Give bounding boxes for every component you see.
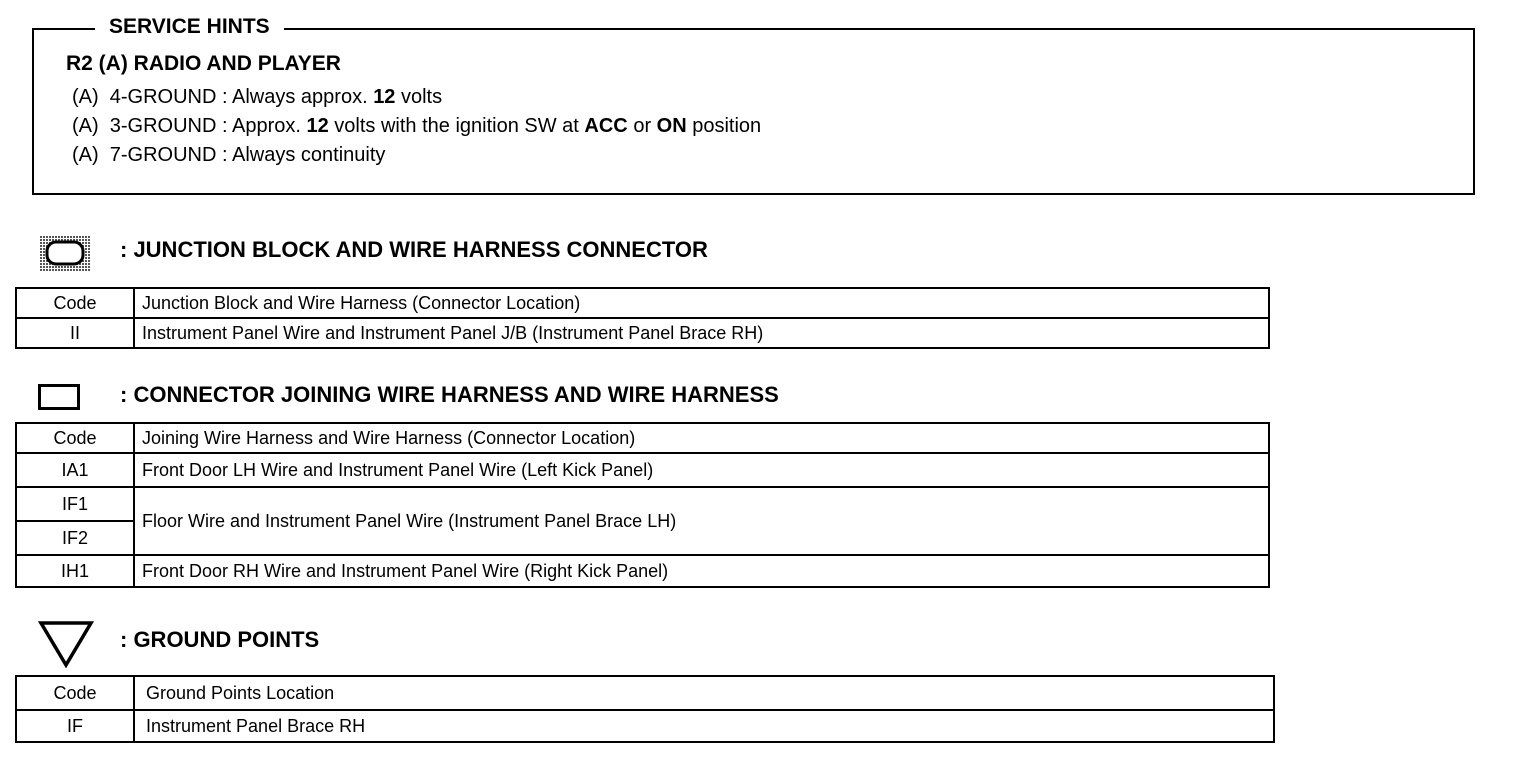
ground-section-heading: : GROUND POINTS — [120, 627, 320, 652]
location-header: Ground Points Location — [134, 676, 1274, 710]
location-cell: Floor Wire and Instrument Panel Wire (Instrument Panel Brace LH) — [134, 487, 1269, 555]
table-header-row — [16, 288, 1269, 318]
hint-line-3: (A) 7-GROUND : Always continuity — [72, 144, 386, 166]
code-cell: IH1 — [16, 555, 134, 587]
table-header-row — [16, 676, 1274, 710]
connector-section-heading: : CONNECTOR JOINING WIRE HARNESS AND WIRE HARNESS — [120, 382, 779, 407]
location-header: Joining Wire Harness and Wire Harness (Connector Location) — [134, 423, 1269, 453]
service-hints-title: SERVICE HINTS — [95, 14, 284, 40]
table-header-row — [16, 423, 1269, 453]
ground-triangle-icon — [38, 620, 94, 668]
ground-table — [15, 675, 1275, 743]
junction-block-symbol-icon — [40, 236, 90, 272]
code-header: Code — [16, 423, 134, 453]
service-hints-component: R2 (A) RADIO AND PLAYER — [66, 52, 341, 75]
code-cell: IF — [16, 710, 134, 742]
code-cell: IF1 — [16, 487, 134, 521]
connector-symbol-icon — [38, 384, 80, 410]
table-row — [16, 318, 1269, 348]
table-row — [16, 453, 1269, 487]
hint-line-1: (A) 4-GROUND : Always approx. 12 volts — [72, 86, 443, 108]
location-cell: Front Door RH Wire and Instrument Panel Wire (Right Kick Panel) — [134, 555, 1269, 587]
location-cell: Front Door LH Wire and Instrument Panel Wire (Left Kick Panel) — [134, 453, 1269, 487]
location-cell: Instrument Panel Brace RH — [134, 710, 1274, 742]
code-header: Code — [16, 676, 134, 710]
table-row — [16, 487, 1269, 521]
hint-line-2: (A) 3-GROUND : Approx. 12 volts with the ignition SW at ACC or ON position — [72, 115, 762, 137]
table-row — [16, 555, 1269, 587]
location-header: Junction Block and Wire Harness (Connector Location) — [134, 288, 1269, 318]
table-row — [16, 710, 1274, 742]
location-cell: Instrument Panel Wire and Instrument Panel J/B (Instrument Panel Brace RH) — [134, 318, 1269, 348]
junction-section-heading: : JUNCTION BLOCK AND WIRE HARNESS CONNECTOR — [120, 237, 708, 262]
connector-table — [15, 422, 1270, 588]
code-header: Code — [16, 288, 134, 318]
code-cell: IA1 — [16, 453, 134, 487]
code-cell: II — [16, 318, 134, 348]
code-cell: IF2 — [16, 521, 134, 555]
junction-table — [15, 287, 1270, 349]
